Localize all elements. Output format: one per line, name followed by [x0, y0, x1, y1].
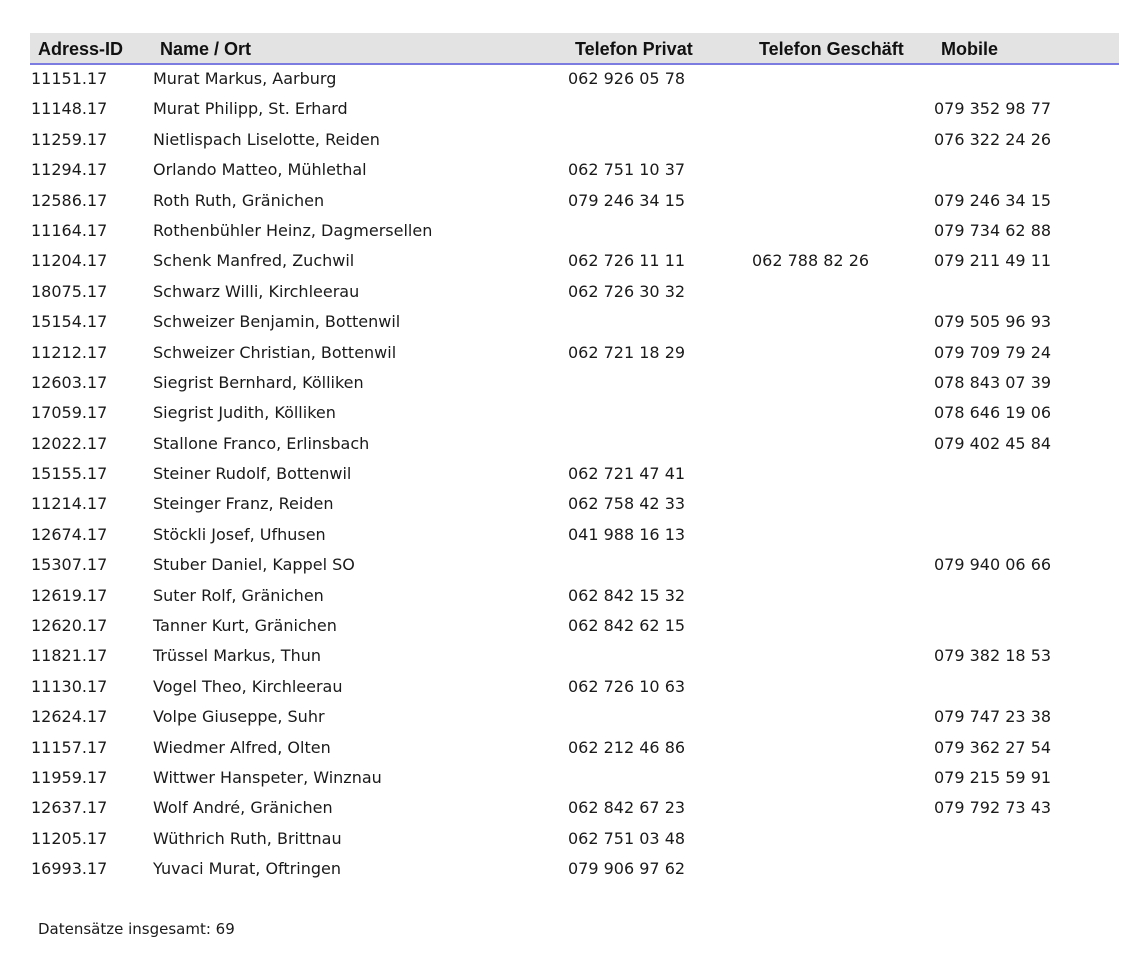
table-row: [0, 65, 1138, 95]
cell-adress-id: 15307.17: [31, 555, 108, 575]
cell-adress-id: 11259.17: [31, 129, 108, 149]
cell-name-ort: Stallone Franco, Erlinsbach: [153, 433, 370, 453]
table-row: [0, 612, 1138, 642]
cell-name-ort: Volpe Giuseppe, Suhr: [153, 707, 325, 727]
cell-telefon-privat: 062 842 15 32: [568, 585, 686, 605]
cell-name-ort: Trüssel Markus, Thun: [153, 646, 321, 666]
column-header-adress-id: Adress-ID: [38, 39, 124, 59]
cell-name-ort: Murat Philipp, St. Erhard: [153, 99, 348, 119]
table-row: [0, 673, 1138, 703]
cell-adress-id: 11212.17: [31, 342, 108, 362]
cell-telefon-privat: 079 246 34 15: [568, 190, 686, 210]
cell-name-ort: Stöckli Josef, Ufhusen: [153, 524, 326, 544]
table-row: [0, 126, 1138, 156]
cell-name-ort: Stuber Daniel, Kappel SO: [153, 555, 355, 575]
cell-adress-id: 12619.17: [31, 585, 108, 605]
cell-name-ort: Schwarz Willi, Kirchleerau: [153, 281, 360, 301]
cell-name-ort: Yuvaci Murat, Oftringen: [153, 859, 341, 879]
cell-telefon-privat: 062 726 11 11: [568, 251, 686, 271]
table-header: [30, 33, 1119, 65]
column-header-name-ort: Name / Ort: [160, 39, 252, 59]
cell-name-ort: Nietlispach Liselotte, Reiden: [153, 129, 380, 149]
column-header-mobile: Mobile: [941, 39, 998, 59]
cell-telefon-privat: 062 726 30 32: [568, 281, 686, 301]
cell-telefon-privat: 062 751 03 48: [568, 828, 686, 848]
cell-adress-id: 18075.17: [31, 281, 108, 301]
table-row: [0, 460, 1138, 490]
cell-name-ort: Steiner Rudolf, Bottenwil: [153, 464, 352, 484]
table-row: [0, 187, 1138, 217]
table-row: [0, 490, 1138, 520]
cell-name-ort: Rothenbühler Heinz, Dagmersellen: [153, 220, 433, 240]
table-row: [0, 278, 1138, 308]
cell-adress-id: 12624.17: [31, 707, 108, 727]
cell-mobile: 079 734 62 88: [934, 220, 1052, 240]
cell-telefon-privat: 062 751 10 37: [568, 160, 686, 180]
cell-mobile: 078 843 07 39: [934, 372, 1052, 392]
cell-adress-id: 12603.17: [31, 372, 108, 392]
cell-mobile: 079 505 96 93: [934, 312, 1052, 332]
cell-name-ort: Schweizer Christian, Bottenwil: [153, 342, 397, 362]
table-row: [0, 855, 1138, 885]
table-row: [0, 794, 1138, 824]
cell-adress-id: 12022.17: [31, 433, 108, 453]
cell-mobile: 079 402 45 84: [934, 433, 1052, 453]
cell-mobile: 079 211 49 11: [934, 251, 1052, 271]
cell-adress-id: 11959.17: [31, 767, 108, 787]
cell-mobile: 078 646 19 06: [934, 403, 1052, 423]
table-row: [0, 95, 1138, 125]
cell-adress-id: 16993.17: [31, 859, 108, 879]
cell-name-ort: Schenk Manfred, Zuchwil: [153, 251, 355, 271]
cell-name-ort: Suter Rolf, Gränichen: [153, 585, 324, 605]
cell-adress-id: 11294.17: [31, 160, 108, 180]
cell-mobile: 079 246 34 15: [934, 190, 1052, 210]
cell-telefon-privat: 062 726 10 63: [568, 676, 686, 696]
cell-mobile: 079 215 59 91: [934, 767, 1052, 787]
table-row: [0, 308, 1138, 338]
cell-name-ort: Steinger Franz, Reiden: [153, 494, 334, 514]
cell-mobile: 079 352 98 77: [934, 99, 1052, 119]
table-row: [0, 339, 1138, 369]
cell-name-ort: Siegrist Bernhard, Kölliken: [153, 372, 364, 392]
records-total: Datensätze insgesamt: 69: [38, 920, 235, 938]
table-row: [0, 156, 1138, 186]
cell-name-ort: Roth Ruth, Gränichen: [153, 190, 325, 210]
cell-name-ort: Schweizer Benjamin, Bottenwil: [153, 312, 401, 332]
cell-telefon-privat: 062 926 05 78: [568, 69, 686, 88]
cell-telefon-privat: 062 721 18 29: [568, 342, 686, 362]
cell-adress-id: 12620.17: [31, 616, 108, 636]
cell-telefon-privat: 062 758 42 33: [568, 494, 686, 514]
cell-mobile: 079 709 79 24: [934, 342, 1052, 362]
table-row: [0, 703, 1138, 733]
cell-telefon-privat: 062 842 62 15: [568, 616, 686, 636]
cell-name-ort: Wüthrich Ruth, Brittnau: [153, 828, 342, 848]
cell-name-ort: Wittwer Hanspeter, Winznau: [153, 767, 382, 787]
cell-mobile: 079 940 06 66: [934, 555, 1052, 575]
cell-adress-id: 11821.17: [31, 646, 108, 666]
cell-mobile: 079 792 73 43: [934, 798, 1052, 818]
table-row: [0, 551, 1138, 581]
cell-name-ort: Wolf André, Gränichen: [153, 798, 333, 818]
column-header-telefon-geschaeft: Telefon Geschäft: [759, 39, 904, 59]
column-header-telefon-privat: Telefon Privat: [575, 39, 693, 59]
cell-adress-id: 11151.17: [31, 69, 108, 88]
table-row: [0, 734, 1138, 764]
cell-telefon-privat: 041 988 16 13: [568, 524, 686, 544]
cell-adress-id: 12637.17: [31, 798, 108, 818]
table-row: [0, 582, 1138, 612]
cell-name-ort: Vogel Theo, Kirchleerau: [153, 676, 343, 696]
cell-adress-id: 11130.17: [31, 676, 108, 696]
cell-telefon-privat: 062 842 67 23: [568, 798, 686, 818]
cell-mobile: 076 322 24 26: [934, 129, 1052, 149]
table-row: [0, 369, 1138, 399]
cell-mobile: 079 362 27 54: [934, 737, 1052, 757]
table-row: [0, 247, 1138, 277]
cell-adress-id: 12586.17: [31, 190, 108, 210]
cell-adress-id: 11148.17: [31, 99, 108, 119]
table-row: [0, 764, 1138, 794]
cell-adress-id: 12674.17: [31, 524, 108, 544]
cell-adress-id: 15154.17: [31, 312, 108, 332]
table-row: [0, 430, 1138, 460]
cell-adress-id: 11164.17: [31, 220, 108, 240]
cell-adress-id: 11157.17: [31, 737, 108, 757]
cell-name-ort: Murat Markus, Aarburg: [153, 69, 337, 88]
cell-adress-id: 11214.17: [31, 494, 108, 514]
cell-name-ort: Siegrist Judith, Kölliken: [153, 403, 336, 423]
table-row: [0, 642, 1138, 672]
cell-adress-id: 11204.17: [31, 251, 108, 271]
cell-telefon-privat: 062 212 46 86: [568, 737, 686, 757]
table-body: [0, 65, 1138, 886]
cell-adress-id: 11205.17: [31, 828, 108, 848]
cell-adress-id: 17059.17: [31, 403, 108, 423]
cell-name-ort: Orlando Matteo, Mühlethal: [153, 160, 367, 180]
cell-name-ort: Tanner Kurt, Gränichen: [153, 616, 337, 636]
table-row: [0, 399, 1138, 429]
cell-name-ort: Wiedmer Alfred, Olten: [153, 737, 331, 757]
cell-mobile: 079 382 18 53: [934, 646, 1052, 666]
table-row: [0, 825, 1138, 855]
cell-mobile: 079 747 23 38: [934, 707, 1052, 727]
cell-adress-id: 15155.17: [31, 464, 108, 484]
table-row: [0, 521, 1138, 551]
cell-telefon-geschaeft: 062 788 82 26: [752, 251, 870, 271]
cell-telefon-privat: 062 721 47 41: [568, 464, 686, 484]
cell-telefon-privat: 079 906 97 62: [568, 859, 686, 879]
table-row: [0, 217, 1138, 247]
